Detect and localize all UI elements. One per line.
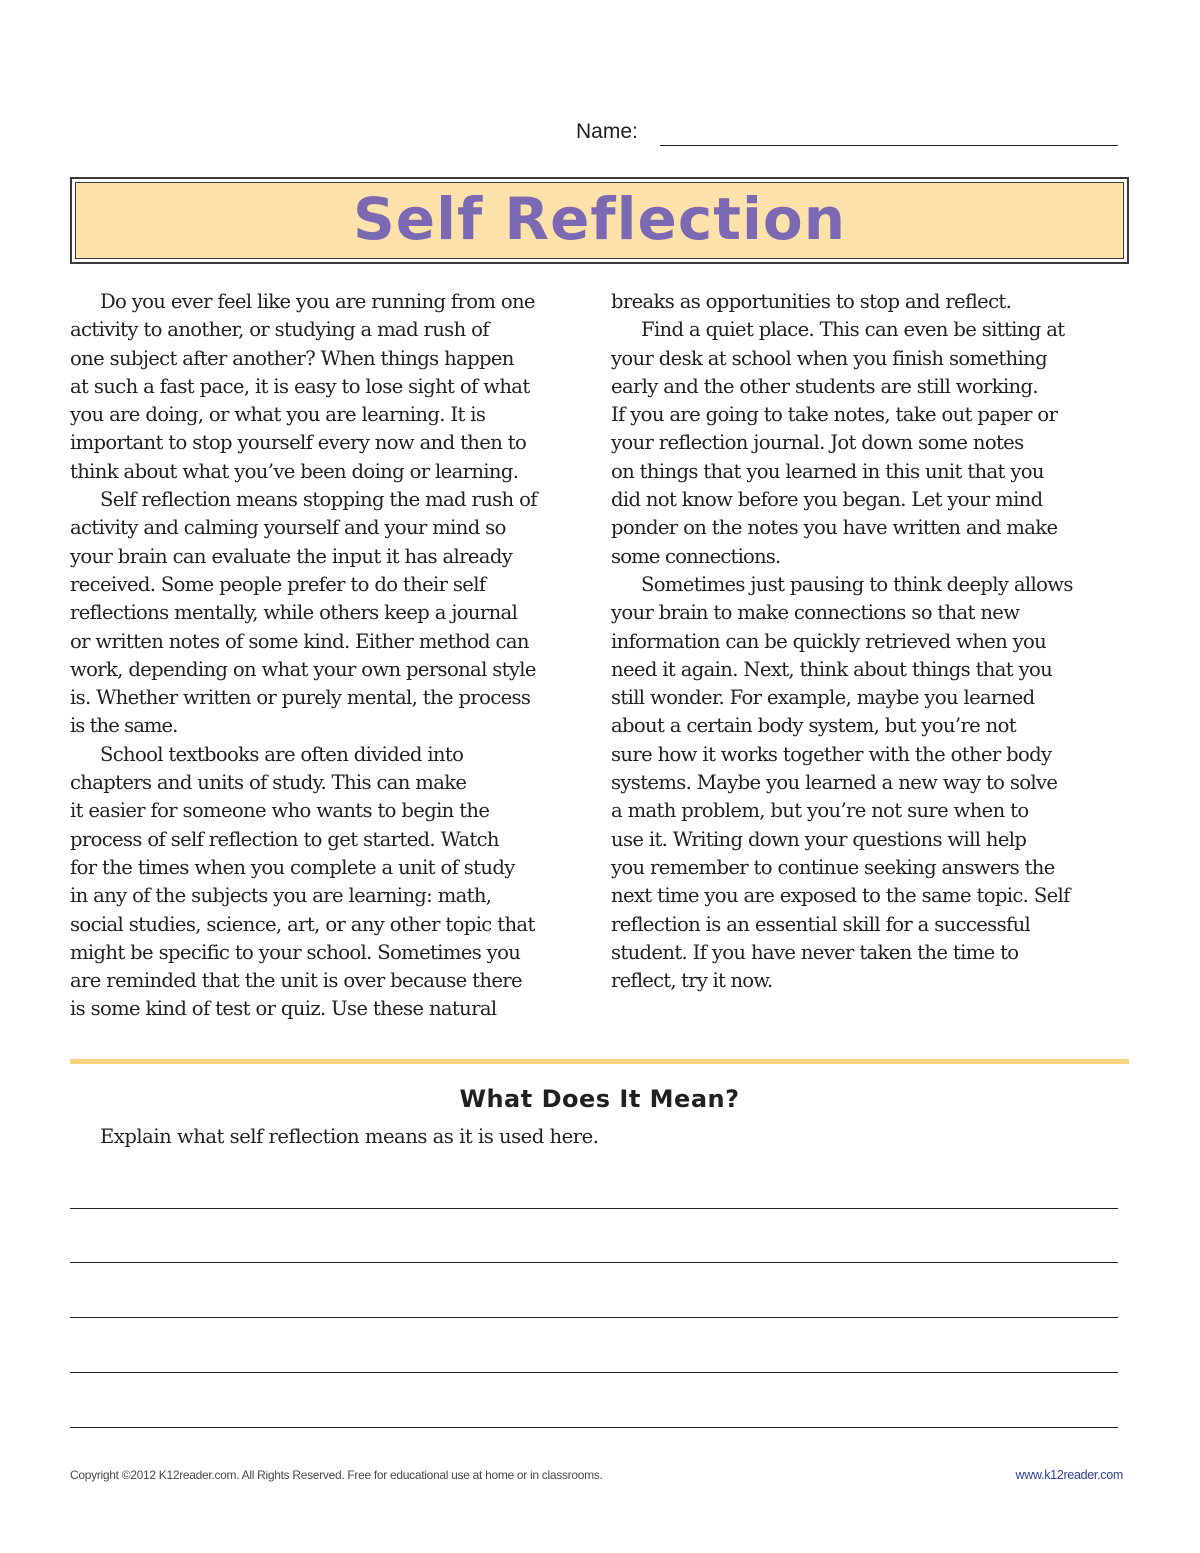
article-text-line: activity to another, or studying a mad rush of: [70, 318, 489, 342]
article-text-line: need it again. Next, think about things that you: [611, 657, 1053, 681]
article-text-line: Find a quiet place. This can even be sitting at: [641, 318, 1065, 342]
section-divider: [70, 1059, 1129, 1064]
question-heading: What Does It Mean?: [459, 1085, 740, 1113]
article-text-line: is some kind of test or quiz. Use these natural: [70, 997, 497, 1021]
article-text-line: School textbooks are often divided into: [100, 742, 464, 766]
article-text-line: student. If you have never taken the time to: [611, 940, 1019, 964]
answer-line[interactable]: [70, 1208, 1118, 1209]
article-text-line: is. Whether written or purely mental, the process: [70, 686, 531, 710]
answer-line[interactable]: [70, 1317, 1118, 1318]
copyright-notice: Copyright ©2012 K12reader.com. All Rights Reserved. Free for educational use at home or in classrooms.: [70, 1468, 603, 1482]
article-text-line: did not know before you began. Let your mind: [611, 488, 1043, 512]
article-text-line: in any of the subjects you are learning: math,: [70, 884, 492, 908]
article-text-line: think about what you’ve been doing or learning.: [70, 459, 519, 483]
article-text-line: you remember to continue seeking answers the: [611, 855, 1055, 879]
article-text-line: breaks as opportunities to stop and reflect.: [611, 290, 1012, 313]
article-text-line: reflect, try it now.: [611, 969, 773, 993]
name-write-line[interactable]: [660, 145, 1118, 146]
article-text-line: still wonder. For example, maybe you learned: [611, 686, 1035, 710]
article-text-line: at such a fast pace, it is easy to lose sight of what: [70, 374, 530, 398]
article-text-line: Self reflection means stopping the mad rush of: [100, 488, 537, 512]
article-text-line: work, depending on what your own personal style: [70, 657, 536, 681]
answer-line[interactable]: [70, 1262, 1118, 1263]
article-text-line: some connections.: [611, 544, 781, 568]
article-text-line: is the same.: [70, 714, 178, 738]
answer-line[interactable]: [70, 1427, 1118, 1428]
article-text-line: systems. Maybe you learned a new way to solve: [611, 771, 1058, 795]
article-text-line: received. Some people prefer to do their self: [70, 572, 486, 596]
article-text-line: might be specific to your school. Sometimes you: [70, 940, 521, 964]
article-text-line: use it. Writing down your questions will help: [611, 827, 1027, 851]
article-text-line: next time you are exposed to the same topic. Self: [611, 884, 1070, 908]
article-text-line: If you are going to take notes, take out paper or: [611, 403, 1058, 427]
name-field-row: [576, 118, 1118, 150]
article-text-line: sure how it works together with the other body: [611, 742, 1052, 766]
article-text-line: your desk at school when you finish something: [611, 346, 1047, 370]
article-text-line: one subject after another? When things happen: [70, 346, 514, 370]
article-text-line: important to stop yourself every now and then to: [70, 431, 527, 455]
article-text-line: a math problem, but you’re not sure when to: [611, 799, 1029, 823]
article-text-line: your reflection journal. Jot down some notes: [611, 431, 1024, 455]
article-text-line: ponder on the notes you have written and make: [611, 516, 1058, 540]
article-text-line: chapters and units of study. This can make: [70, 771, 467, 795]
title-banner: [70, 177, 1129, 264]
article-left-column: [70, 288, 600, 1024]
article-text-line: Do you ever feel like you are running from one: [100, 290, 535, 313]
article-text-line: information can be quickly retrieved when you: [611, 629, 1047, 653]
article-text-line: activity and calming yourself and your mind so: [70, 516, 506, 540]
question-prompt: Explain what self reflection means as it is used here.: [100, 1125, 599, 1148]
article-text-line: on things that you learned in this unit that you: [611, 459, 1044, 483]
article-text-line: Sometimes just pausing to think deeply allows: [641, 572, 1073, 596]
article-text-line: reflections mentally, while others keep a journal: [70, 601, 518, 625]
article-text-line: you are doing, or what you are learning. It is: [70, 403, 486, 427]
article-text-line: your brain to make connections so that new: [611, 601, 1020, 625]
name-label: Name:: [576, 120, 638, 143]
title-banner-fill: [75, 182, 1124, 259]
article-text-line: social studies, science, art, or any other topic that: [70, 912, 535, 936]
article-right-column: [611, 288, 1141, 995]
website-link[interactable]: www.k12reader.com: [1015, 1468, 1123, 1482]
page-title: Self Reflection: [353, 184, 846, 253]
article-text-line: early and the other students are still working.: [611, 374, 1038, 398]
article-text-line: reflection is an essential skill for a successful: [611, 912, 1031, 936]
article-text-line: are reminded that the unit is over because there: [70, 969, 522, 993]
article-text-line: your brain can evaluate the input it has already: [70, 544, 513, 568]
article-text-line: about a certain body system, but you’re not: [611, 714, 1016, 738]
article-text-line: or written notes of some kind. Either method can: [70, 629, 529, 653]
answer-line[interactable]: [70, 1372, 1118, 1373]
article-text-line: for the times when you complete a unit of study: [70, 855, 515, 879]
article-text-line: process of self reflection to get started. Watch: [70, 827, 499, 851]
article-text-line: it easier for someone who wants to begin the: [70, 799, 490, 823]
